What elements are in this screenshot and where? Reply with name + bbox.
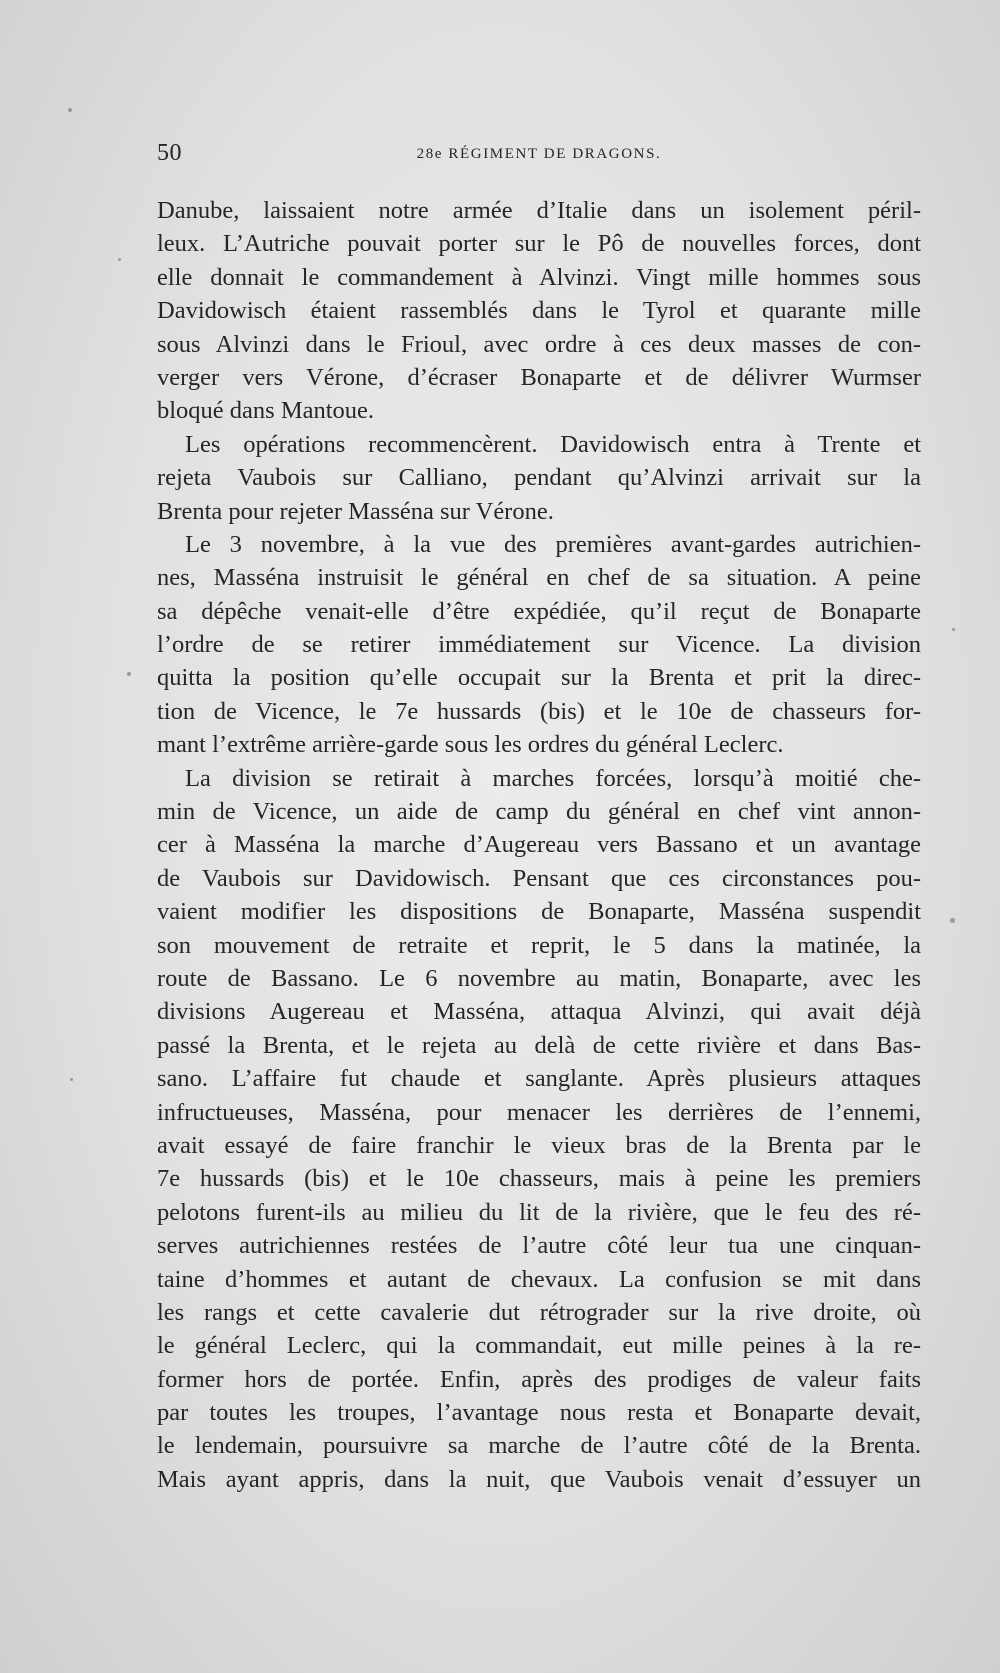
text-line: le général Leclerc, qui la commandait, eut mille peines à la re-	[157, 1332, 921, 1360]
text-line: 7e hussards (bis) et le 10e chasseurs, mais à peine les premiers	[157, 1165, 921, 1193]
text-line: de Vaubois sur Davidowisch. Pensant que ces circonstances pou-	[157, 864, 921, 892]
text-line: tion de Vicence, le 7e hussards (bis) et le 10e de chasseurs for-	[157, 697, 921, 725]
body-text	[157, 194, 921, 1496]
text-line: Danube, laissaient notre armée d’Italie dans un isolement péril-	[157, 197, 921, 224]
text-line: pelotons furent-ils au milieu du lit de la rivière, que le feu des ré-	[157, 1198, 921, 1226]
text-line: rejeta Vaubois sur Calliano, pendant qu’Alvinzi arrivait sur la	[157, 464, 921, 492]
paper-speck	[118, 258, 121, 261]
text-line: sano. L’affaire fut chaude et sanglante. Après plusieurs attaques	[157, 1065, 921, 1093]
text-line: le lendemain, poursuivre sa marche de l’autre côté de la Brenta.	[157, 1432, 921, 1460]
text-line: verger vers Vérone, d’écraser Bonaparte et de délivrer Wurmser	[157, 363, 921, 391]
text-line: Le 3 novembre, à la vue des premières avant-gardes autrichien-	[185, 530, 921, 558]
text-line: nes, Masséna instruisit le général en chef de sa situation. A peine	[157, 564, 921, 592]
running-head: 28e RÉGIMENT DE DRAGONS.	[416, 146, 662, 162]
text-line: leux. L’Autriche pouvait porter sur le Pô de nouvelles forces, dont	[157, 230, 921, 258]
text-line: min de Vicence, un aide de camp du général en chef vint annon-	[157, 798, 921, 826]
text-line: infructueuses, Masséna, pour menacer les derrières de l’ennemi,	[157, 1098, 921, 1126]
text-line: quitta la position qu’elle occupait sur la Brenta et prit la direc-	[157, 664, 921, 692]
page-header	[157, 140, 921, 172]
text-line: sous Alvinzi dans le Frioul, avec ordre à ces deux masses de con-	[157, 330, 921, 358]
paper-speck	[70, 1078, 73, 1081]
text-line: Brenta pour rejeter Masséna sur Vérone.	[157, 497, 554, 525]
text-line: elle donnait le commandement à Alvinzi. Vingt mille hommes sous	[157, 263, 921, 291]
text-line: mant l’extrême arrière-garde sous les ordres du général Leclerc.	[157, 731, 784, 759]
text-line: les rangs et cette cavalerie dut rétrograder sur la rive droite, où	[157, 1298, 921, 1326]
paper-speck	[950, 918, 955, 923]
text-line: route de Bassano. Le 6 novembre au matin, Bonaparte, avec les	[157, 964, 921, 992]
paper-speck	[68, 108, 72, 112]
text-line: Les opérations recommencèrent. Davidowisch entra à Trente et	[185, 430, 921, 458]
text-line: Davidowisch étaient rassemblés dans le Tyrol et quarante mille	[157, 297, 921, 325]
page-number: 50	[157, 140, 182, 166]
text-line: Mais ayant appris, dans la nuit, que Vaubois venait d’essuyer un	[157, 1465, 921, 1493]
text-line: vaient modifier les dispositions de Bonaparte, Masséna suspendit	[157, 898, 921, 926]
paper-speck	[127, 672, 131, 676]
text-line: sa dépêche venait-elle d’être expédiée, qu’il reçut de Bonaparte	[157, 597, 921, 625]
text-line: son mouvement de retraite et reprit, le 5 dans la matinée, la	[157, 931, 921, 959]
text-line: former hors de portée. Enfin, après des prodiges de valeur faits	[157, 1365, 921, 1393]
text-line: La division se retirait à marches forcées, lorsqu’à moitié che-	[185, 764, 921, 792]
paper-speck	[952, 628, 955, 631]
text-line: bloqué dans Mantoue.	[157, 397, 375, 425]
text-line: taine d’hommes et autant de chevaux. La confusion se mit dans	[157, 1265, 921, 1293]
text-line: passé la Brenta, et le rejeta au delà de cette rivière et dans Bas-	[157, 1031, 921, 1059]
text-line: cer à Masséna la marche d’Augereau vers Bassano et un avantage	[157, 831, 921, 859]
text-line: l’ordre de se retirer immédiatement sur Vicence. La division	[157, 631, 921, 659]
text-line: divisions Augereau et Masséna, attaqua Alvinzi, qui avait déjà	[157, 998, 921, 1026]
text-line: avait essayé de faire franchir le vieux bras de la Brenta par le	[157, 1131, 921, 1159]
text-line: serves autrichiennes restées de l’autre côté leur tua une cinquan-	[157, 1232, 921, 1260]
text-line: par toutes les troupes, l’avantage nous resta et Bonaparte devait,	[157, 1399, 921, 1427]
